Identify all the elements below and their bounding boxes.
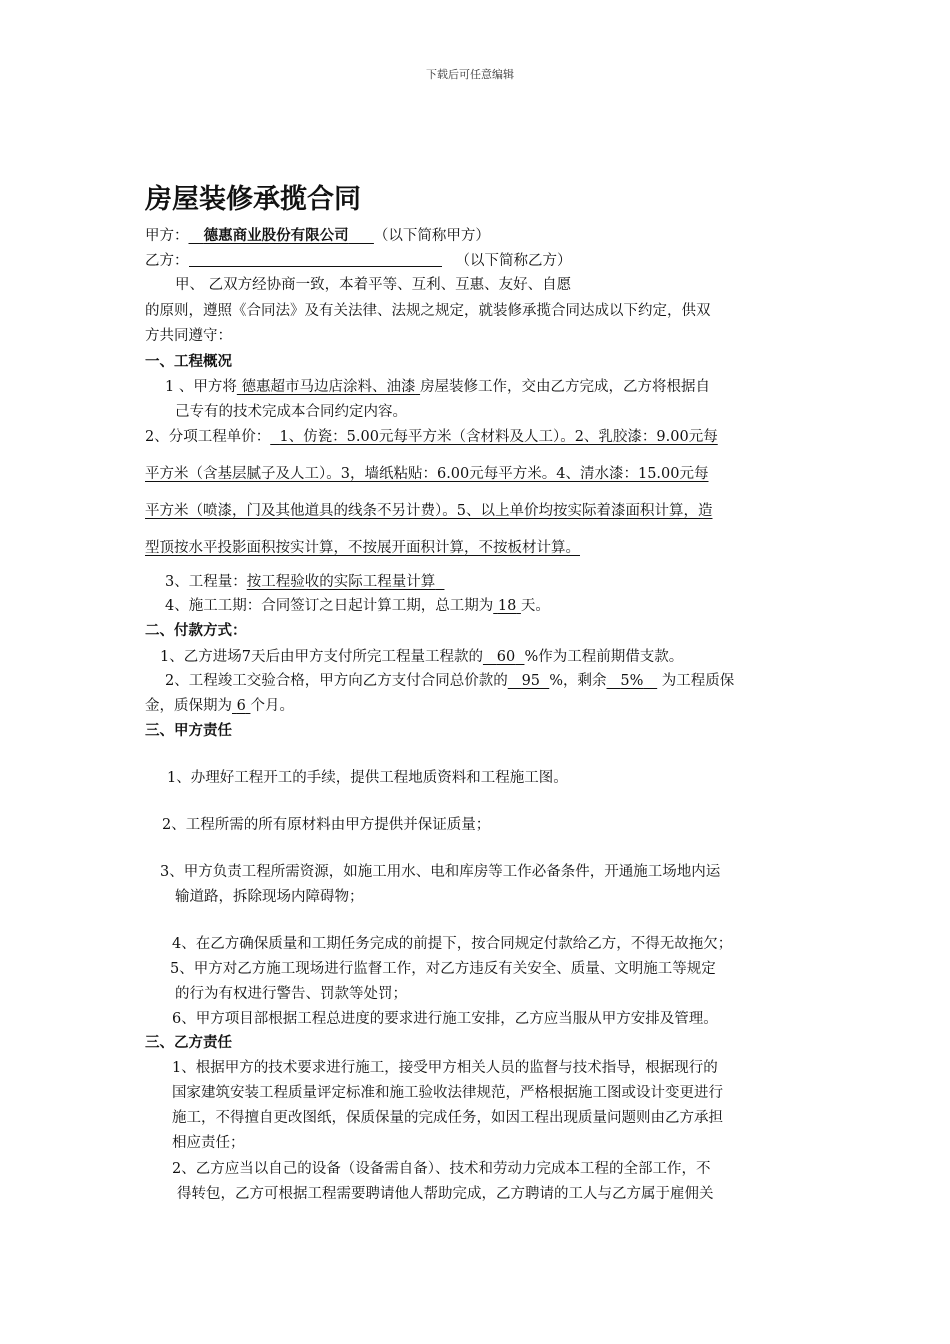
s4-item-1-line-3: 施工，不得擅自更改图纸，保质保量的完成任务，如因工程出现质量问题则由乙方承担 — [172, 1110, 723, 1126]
intro-line-1: 甲、 乙双方经协商一致，本着平等、互利、互惠、友好、自愿 — [175, 277, 572, 293]
s1-item-2-line-2: 平方米（含基层腻子及人工）。3，墙纸粘贴：6.00元每平方米。4、清水漆：15.00元每 — [145, 466, 709, 482]
s4-item-2-line-2: 得转包，乙方可根据工程需要聘请他人帮助完成，乙方聘请的工人与乙方属于雇佣关 — [177, 1186, 714, 1202]
s2-item-2: 2、工程竣工交验合格，甲方向乙方支付合同总价款的 95 %，剩余 5% 为工程质保 — [165, 673, 735, 689]
party-a-suffix: （以下简称甲方） — [373, 228, 490, 244]
s2-item-1: 1、乙方进场7天后由甲方支付所完工程量工程款的 60 %作为工程前期借支款。 — [160, 649, 684, 665]
s4-item-1-line-4: 相应责任； — [172, 1135, 245, 1151]
party-b-label: 乙方： — [145, 253, 189, 269]
intro-line-3: 方共同遵守： — [145, 328, 232, 344]
s1-item-2-line-1: 2、分项工程单价： 1、仿瓷：5.00元每平方米（含材料及人工）。2、乳胶漆：9.00元每 — [145, 429, 718, 445]
s3-item-6: 6、甲方项目部根据工程总进度的要求进行施工安排，乙方应当服从甲方安排及管理。 — [172, 1011, 718, 1027]
s4-item-1-line-1: 1、根据甲方的技术要求进行施工，接受甲方相关人员的监督与技术指导，根据现行的 — [172, 1060, 718, 1076]
s3-item-5-line-1: 5、甲方对乙方施工现场进行监督工作，对乙方违反有关安全、质量、文明施工等规定 — [170, 961, 716, 977]
section-4-heading: 三、乙方责任 — [145, 1035, 232, 1051]
s1-item-2-line-3: 平方米（喷漆，门及其他道具的线条不另计费）。5、以上单价均按实际着漆面积计算，造 — [145, 503, 713, 519]
party-b-blank — [189, 252, 442, 267]
header-note: 下载后可任意编辑 — [426, 68, 514, 81]
section-2-heading: 二、付款方式： — [145, 623, 247, 639]
s2-item-2-cont: 金，质保期为 6 个月。 — [145, 698, 294, 714]
s3-item-1: 1、办理好工程开工的手续，提供工程地质资料和工程施工图。 — [167, 770, 568, 786]
s3-item-4: 4、在乙方确保质量和工期任务完成的前提下，按合同规定付款给乙方，不得无故拖欠； — [172, 936, 733, 952]
s1-item-4: 4、施工工期：合同签订之日起计算工期，总工期为 18 天。 — [165, 598, 550, 614]
s1-item-1: 1 、甲方将 德惠超市马边店涂料、油漆 房屋装修工作，交由乙方完成，乙方将根据自 — [165, 379, 711, 395]
s3-item-3-line-2: 输道路，拆除现场内障碍物； — [175, 889, 364, 905]
s3-item-2: 2、工程所需的所有原材料由甲方提供并保证质量； — [162, 817, 491, 833]
section-1-heading: 一、工程概况 — [145, 354, 232, 370]
document-title: 房屋装修承揽合同 — [145, 184, 361, 215]
s4-item-1-line-2: 国家建筑安装工程质量评定标准和施工验收法律规范，严格根据施工图或设计变更进行 — [172, 1085, 723, 1101]
intro-line-2: 的原则，遵照《合同法》及有关法律、法规之规定，就装修承揽合同达成以下约定，供双 — [145, 303, 711, 319]
s1-item-2-line-4: 型顶按水平投影面积按实计算，不按展开面积计算，不按板材计算。 — [145, 540, 580, 556]
s4-item-2-line-1: 2、乙方应当以自己的设备（设备需自备）、技术和劳动力完成本工程的全部工作，不 — [172, 1161, 711, 1177]
s1-item-1-cont: 己专有的技术完成本合同约定内容。 — [175, 404, 407, 420]
s1-item-3: 3、工程量：按工程验收的实际工程量计算 — [165, 574, 436, 590]
party-a-name: 德惠商业股份有限公司 — [203, 227, 349, 244]
party-b-suffix: （以下简称乙方） — [455, 253, 572, 269]
s3-item-5-line-2: 的行为有权进行警告、罚款等处罚； — [175, 986, 407, 1002]
s3-item-3-line-1: 3、甲方负责工程所需资源，如施工用水、电和库房等工作必备条件，开通施工场地内运 — [160, 864, 721, 880]
party-b-line — [145, 252, 572, 270]
party-a-line — [145, 227, 490, 245]
section-3-heading: 三、甲方责任 — [145, 723, 232, 739]
party-a-label: 甲方： — [145, 228, 189, 244]
